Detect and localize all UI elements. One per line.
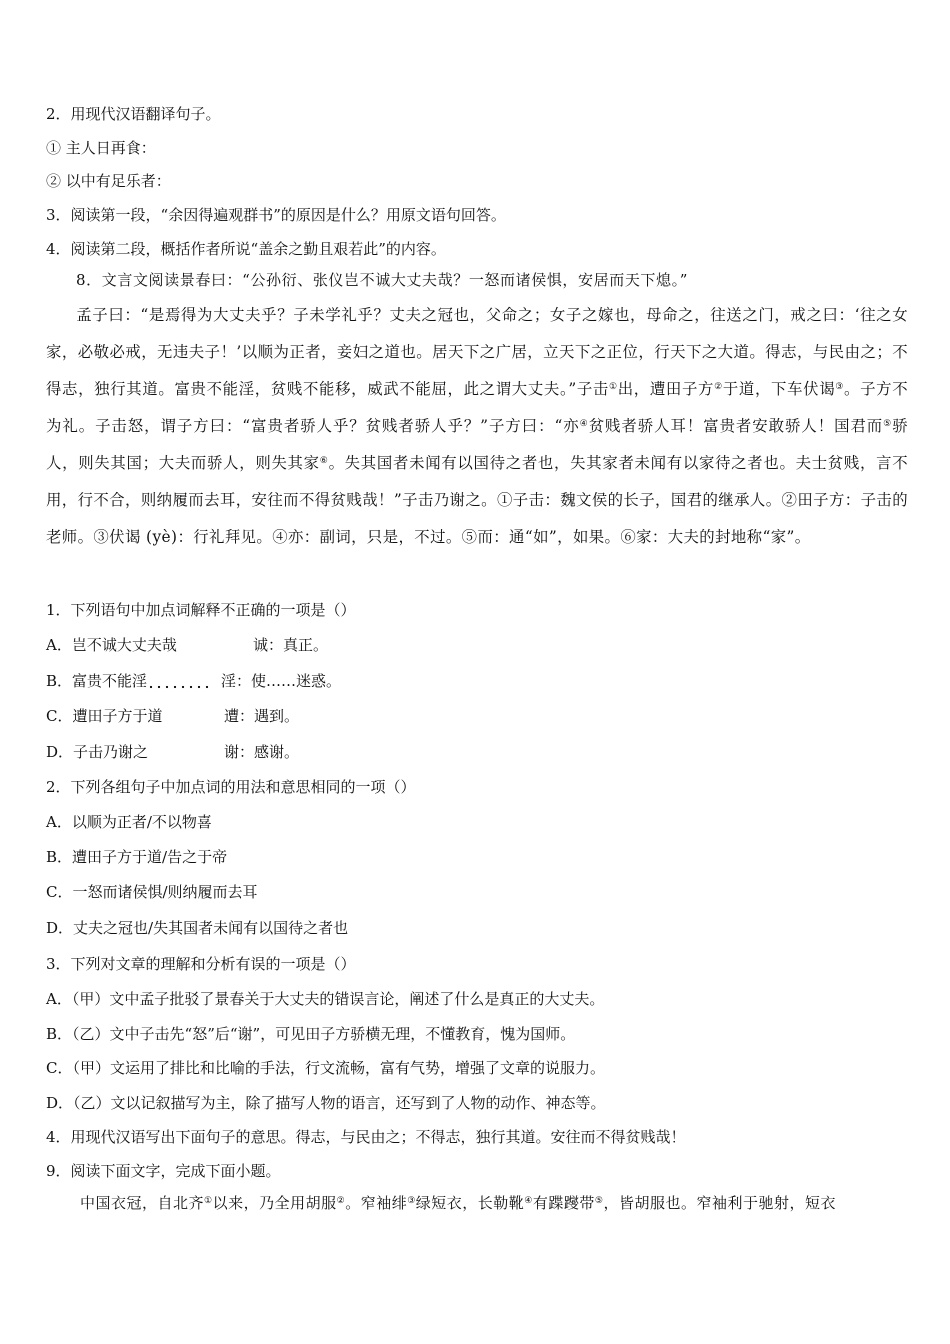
question-2-item-2: ② 以中有足乐者： — [46, 172, 171, 190]
option-text: D．子击乃谢之 — [46, 743, 149, 761]
footnote-marker: ④ — [524, 1196, 533, 1206]
option-a: A．以顺为正者/不以物喜 — [46, 813, 212, 831]
section-8-intro: 8．文言文阅读景春曰：“公孙衍、张仪岂不诚大丈夫哉？一怒而诸侯惧，安居而天下熄。” — [76, 271, 688, 289]
section-8-question-1: 1．下列语句中加点词解释不正确的一项是（） — [46, 601, 356, 619]
question-2-item-1: ① 主人日再食： — [46, 139, 156, 157]
option-gloss: 谢：感谢。 — [224, 743, 300, 761]
passage-text: 骄人，则失其国；大夫而骄人，则失其家 — [46, 417, 909, 472]
footnote-marker: ⑥ — [319, 456, 329, 466]
passage-text: 贫贱者骄人耳！富贵者安敢骄人！国君而 — [588, 417, 884, 435]
footnote-marker: ⑤ — [594, 1196, 604, 1206]
option-c: C．一怒而诸侯惧/则纳履而去耳 — [46, 883, 258, 901]
section-8-question-3: 3．下列对文章的理解和分析有误的一项是（） — [46, 955, 356, 973]
passage-text: 。子方不为礼。子击怒，谓子方曰：“富贵者骄人乎？贫贱者骄人乎？”子方曰：“亦 — [46, 380, 909, 435]
question-2-translate: 2．用现代汉语翻译句子。 — [46, 105, 221, 123]
footnote-marker: ① — [608, 382, 618, 392]
option-d: D．丈夫之冠也/失其国者未闻有以国待之者也 — [46, 919, 349, 937]
section-9-passage — [80, 1193, 836, 1213]
section-8-question-2: 2．下列各组句子中加点词的用法和意思相同的一项（） — [46, 778, 416, 796]
option-gloss: 淫：使……迷惑。 — [221, 672, 342, 690]
option-text: B．富贵不能淫 — [46, 672, 148, 690]
section-8-passage — [46, 297, 908, 556]
question-3: 3．阅读第一段，“余因得遍观群书”的原因是什么？用原文语句回答。 — [46, 206, 506, 224]
footnote-marker: ④ — [579, 419, 589, 429]
option-c — [46, 706, 300, 726]
option-gloss: 遭：遇到。 — [224, 707, 300, 725]
footnote-marker: ⑤ — [883, 419, 893, 429]
passage-text: 有蹀躞带 — [532, 1194, 595, 1212]
option-b: B．遭田子方于道/告之于帝 — [46, 848, 228, 866]
passage-text: 。失其国者未闻有以国待之者也，失其家者未闻有以家待之者也。夫士贫贱，言不用，行不合，则纳履而去耳，安往而不得贫贱哉！”子击乃谢之。①子击：魏文侯的长子，国君的继承人。②田子方：子击的老师。③伏谒 (yè)：行礼拜见。④亦：副词，只是，不过。⑤而：通“如”，如果。⑥家：大夫的封地称“家”。 — [46, 454, 909, 546]
footnote-marker: ① — [204, 1196, 213, 1206]
footnote-marker: ② — [336, 1196, 346, 1206]
passage-text: 于道，下车伏谒 — [722, 380, 836, 398]
option-d — [46, 742, 300, 762]
option-b: B．（乙）文中子击先“怒”后“谢”，可见田子方骄横无理，不懂教育，愧为国师。 — [46, 1025, 576, 1043]
footnote-marker: ② — [714, 382, 723, 392]
passage-text: 以来，乃全用胡服 — [212, 1194, 337, 1212]
option-c: C．（甲）文运用了排比和比喻的手法，行文流畅，富有气势，增强了文章的说服力。 — [46, 1059, 605, 1077]
option-text: A．岂不诚大丈夫哉 — [46, 636, 177, 654]
section-8-question-4: 4．用现代汉语写出下面句子的意思。得志，与民由之；不得志，独行其道。安往而不得贫贱哉！ — [46, 1128, 686, 1146]
passage-text: 孟子曰：“是焉得为大丈夫乎？子未学礼乎？丈夫之冠也，父命之；女子之嫁也，母命之，往送之门，戒之曰：‘往之女家，必敬必戒，无违夫子！’以顺为正者，妾妇之道也。居天下之广居，立天下之正位，行天下之大道。得志，与民由之；不得志，独行其道。富贵不能淫，贫贱不能移，威武不能屈，此之谓大丈夫。”子击 — [46, 306, 908, 398]
emphasis-dots — [147, 685, 211, 689]
option-text: C．遭田子方于道 — [46, 707, 163, 725]
option-gloss: 诚：真正。 — [253, 636, 329, 654]
footnote-marker: ③ — [407, 1196, 416, 1206]
option-d: D．（乙）文以记叙描写为主，除了描写人物的语言，还写到了人物的动作、神态等。 — [46, 1094, 606, 1112]
option-b — [46, 671, 342, 691]
question-4: 4．阅读第二段，概括作者所说“盖余之勤且艰若此”的内容。 — [46, 240, 446, 258]
section-9-intro: 9．阅读下面文字，完成下面小题。 — [46, 1162, 281, 1180]
passage-text: ，皆胡服也。窄袖利于驰射，短衣 — [603, 1194, 836, 1212]
passage-text: 绿短衣，长勒靴 — [415, 1194, 525, 1212]
option-a: A．（甲）文中孟子批驳了景春关于大丈夫的错误言论，阐述了什么是真正的大丈夫。 — [46, 990, 605, 1008]
footnote-marker: ③ — [835, 382, 845, 392]
option-a — [46, 635, 329, 655]
passage-text: 中国衣冠，自北齐 — [80, 1194, 205, 1212]
passage-text: 出，遭田子方 — [617, 380, 715, 398]
passage-text: 。窄袖绯 — [345, 1194, 408, 1212]
